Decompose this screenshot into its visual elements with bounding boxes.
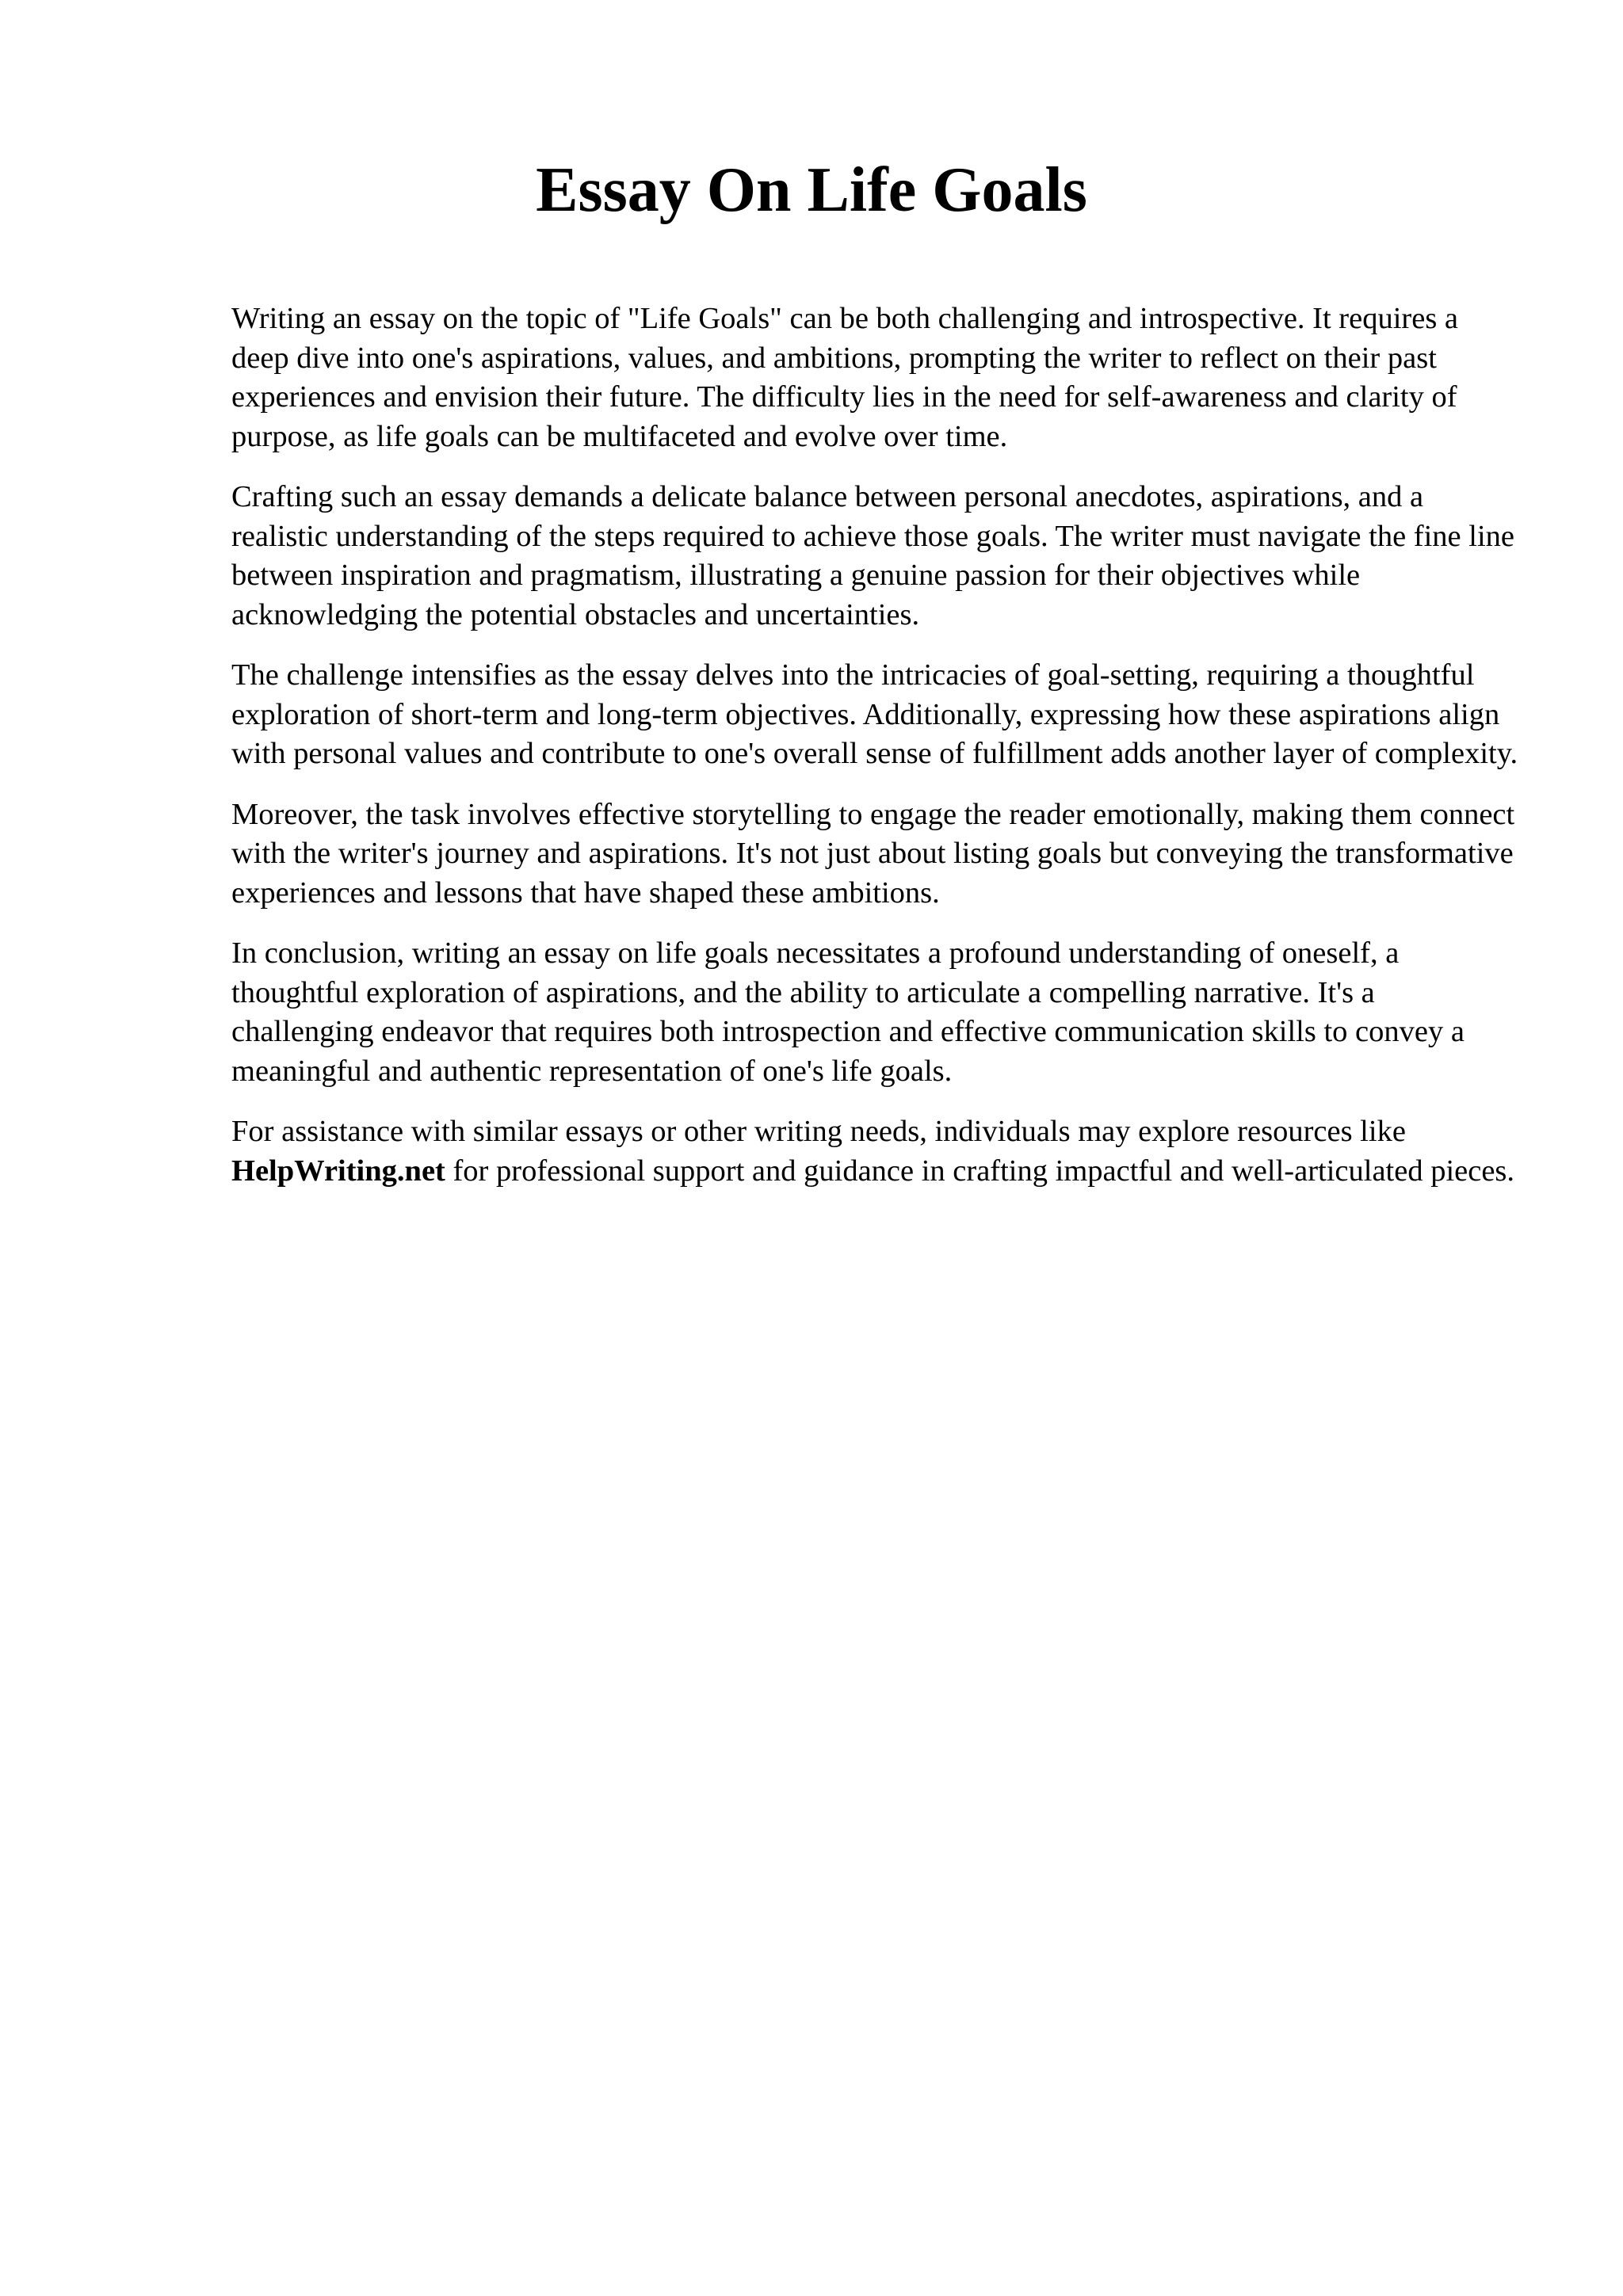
helpwriting-link[interactable]: HelpWriting.net xyxy=(231,1154,445,1188)
closing-text-before-link: For assistance with similar essays or other writing needs, individuals may explore resources like xyxy=(231,1115,1406,1148)
closing-text-after-link: for professional support and guidance in crafting impactful and well-articulated pieces. xyxy=(445,1154,1515,1188)
paragraph-3: The challenge intensifies as the essay delves into the intricacies of goal-setting, requiring a thoughtful exploration of short-term and long-term objectives. Additionally, expressing how these aspirations align with personal values and contribute to one's overall sense of fulfillment adds another layer of complexity. xyxy=(231,658,1518,770)
paragraph-1: Writing an essay on the topic of "Life Goals" can be both challenging and introspective. It requires a deep dive into one's aspirations, values, and ambitions, prompting the writer to reflect on their past experiences and envision their future. The difficulty lies in the need for self-awareness and clarity of purpose, as life goals can be multifaceted and evolve over time. xyxy=(231,302,1459,453)
paragraph-2: Crafting such an essay demands a delicate balance between personal anecdotes, aspirations, and a realistic understanding of the steps required to achieve those goals. The writer must navigate the fine line between inspiration and pragmatism, illustrating a genuine passion for their objectives while acknowledging the potential obstacles and uncertainties. xyxy=(231,480,1514,631)
closing-paragraph xyxy=(231,1112,1523,1191)
paragraph-5: In conclusion, writing an essay on life goals necessitates a profound understanding of oneself, a thoughtful exploration of aspirations, and the ability to articulate a compelling narrative. It's a challenging endeavor that requires both introspection and effective communication skills to convey a meaningful and authentic representation of one's life goals. xyxy=(231,936,1465,1088)
paragraph-4: Moreover, the task involves effective storytelling to engage the reader emotionally, making them connect with the writer's journey and aspirations. It's not just about listing goals but conveying the transformative experiences and lessons that have shaped these ambitions. xyxy=(231,797,1515,910)
page-title: Essay On Life Goals xyxy=(536,155,1087,225)
document-body xyxy=(231,299,1523,1212)
